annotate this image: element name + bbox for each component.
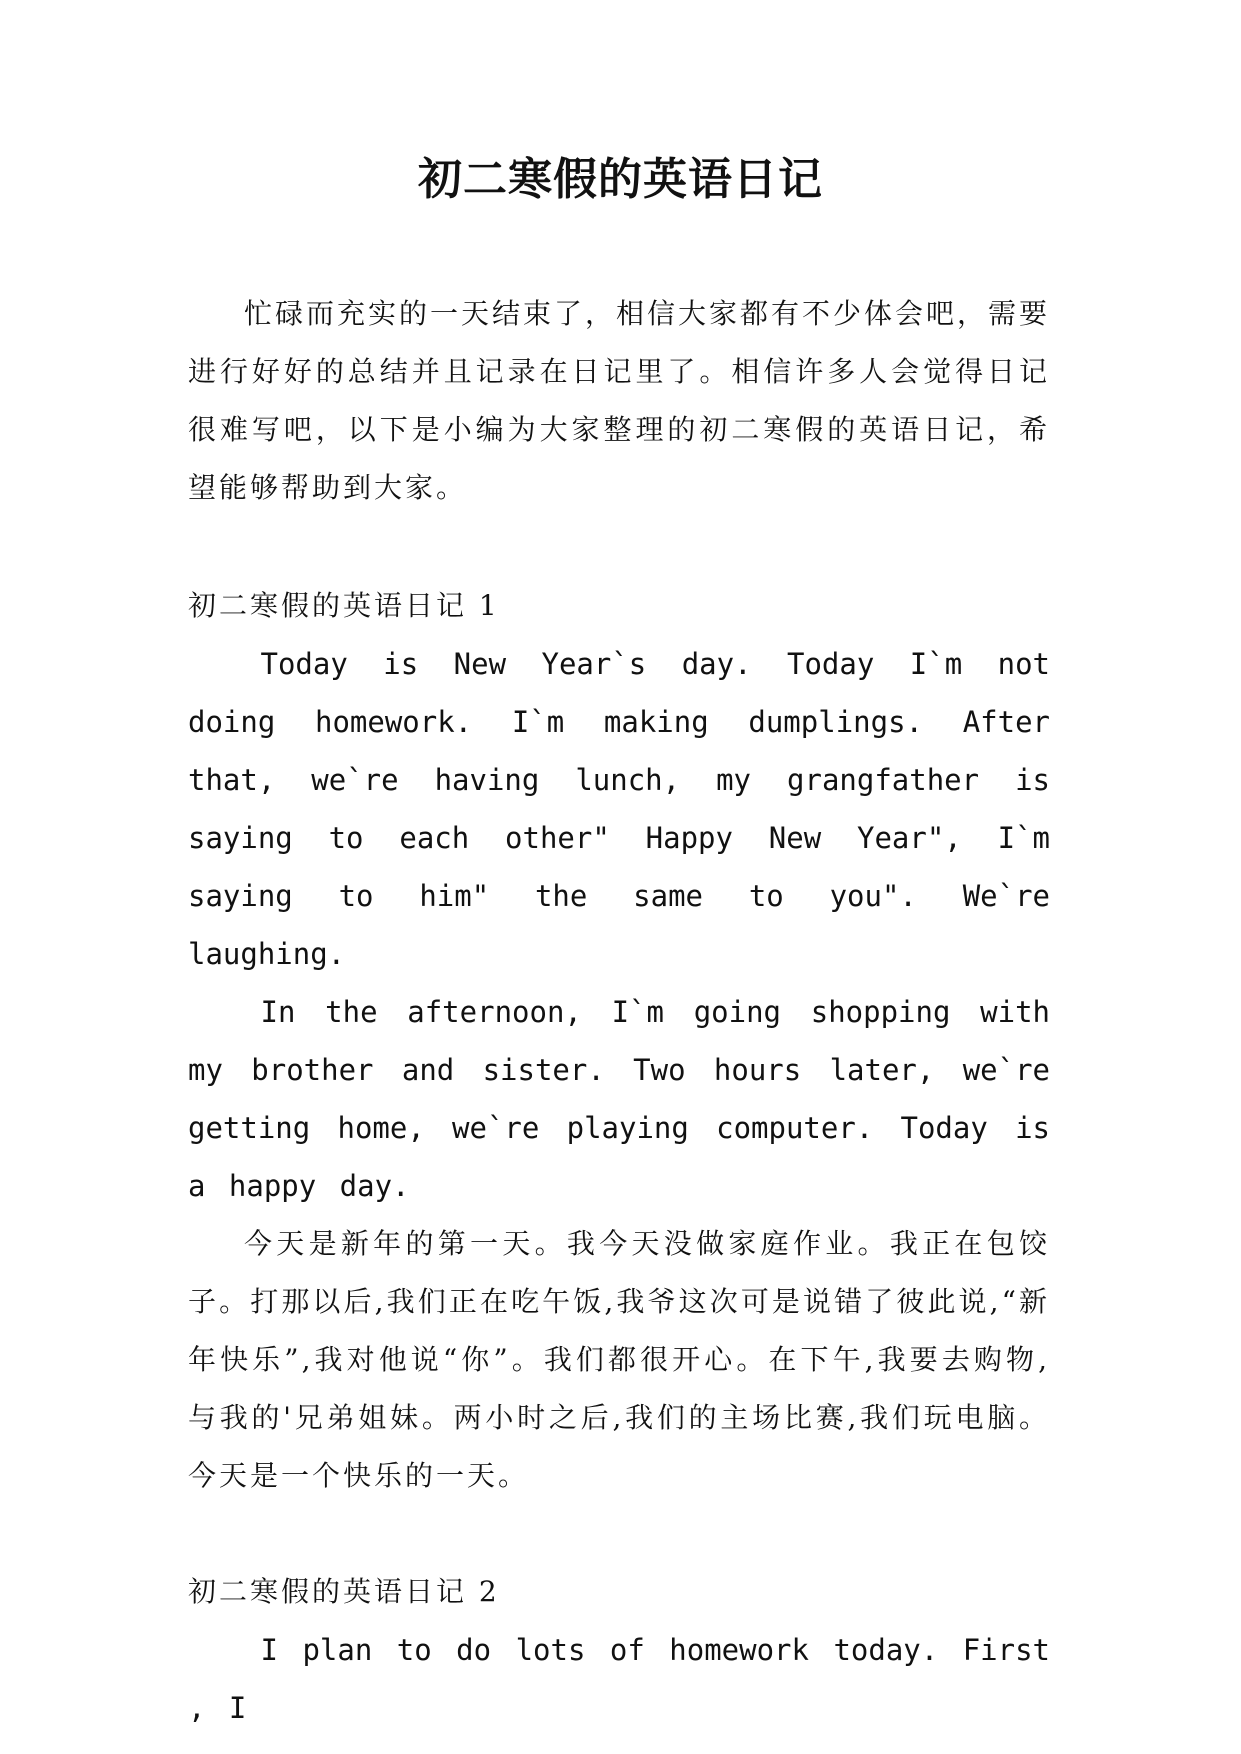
section-2-paragraph-1: I plan to do lots of homework today. First , I <box>188 1633 1050 1725</box>
section-1-paragraph-1: Today is New Year`s day. Today I`m not doing homework. I`m making dumplings. After that, we`re having lunch, my grangfather is saying to each other" Happy New Year", I`m saying to him" the same to you". We`re laughing. <box>188 647 1050 971</box>
document-body <box>188 285 1050 1737</box>
spacer <box>188 1505 1050 1563</box>
section-1-paragraph-3: 今天是新年的第一天。我今天没做家庭作业。我正在包饺子。打那以后,我们正在吃午饭,我爷这次可是说错了彼此说,“新年快乐”,我对他说“你”。我们都很开心。在下午,我要去购物,与我的'兄弟姐妹。两小时之后,我们的主场比赛,我们玩电脑。今天是一个快乐的一天。 <box>188 1227 1050 1492</box>
section-heading-2: 初二寒假的英语日记 2 <box>188 1575 500 1608</box>
section-1-paragraph-2: In the afternoon, I`m going shopping with my brother and sister. Two hours later, we`re getting home, we`re playing computer. Today is a happy day. <box>188 995 1050 1203</box>
document-title: 初二寒假的英语日记 <box>418 154 823 205</box>
section-heading-1: 初二寒假的英语日记 1 <box>188 589 500 622</box>
spacer <box>188 517 1050 577</box>
intro-paragraph: 忙碌而充实的一天结束了，相信大家都有不少体会吧，需要进行好好的总结并且记录在日记里了。相信许多人会觉得日记很难写吧，以下是小编为大家整理的初二寒假的英语日记，希望能够帮助到大家。 <box>188 297 1051 504</box>
